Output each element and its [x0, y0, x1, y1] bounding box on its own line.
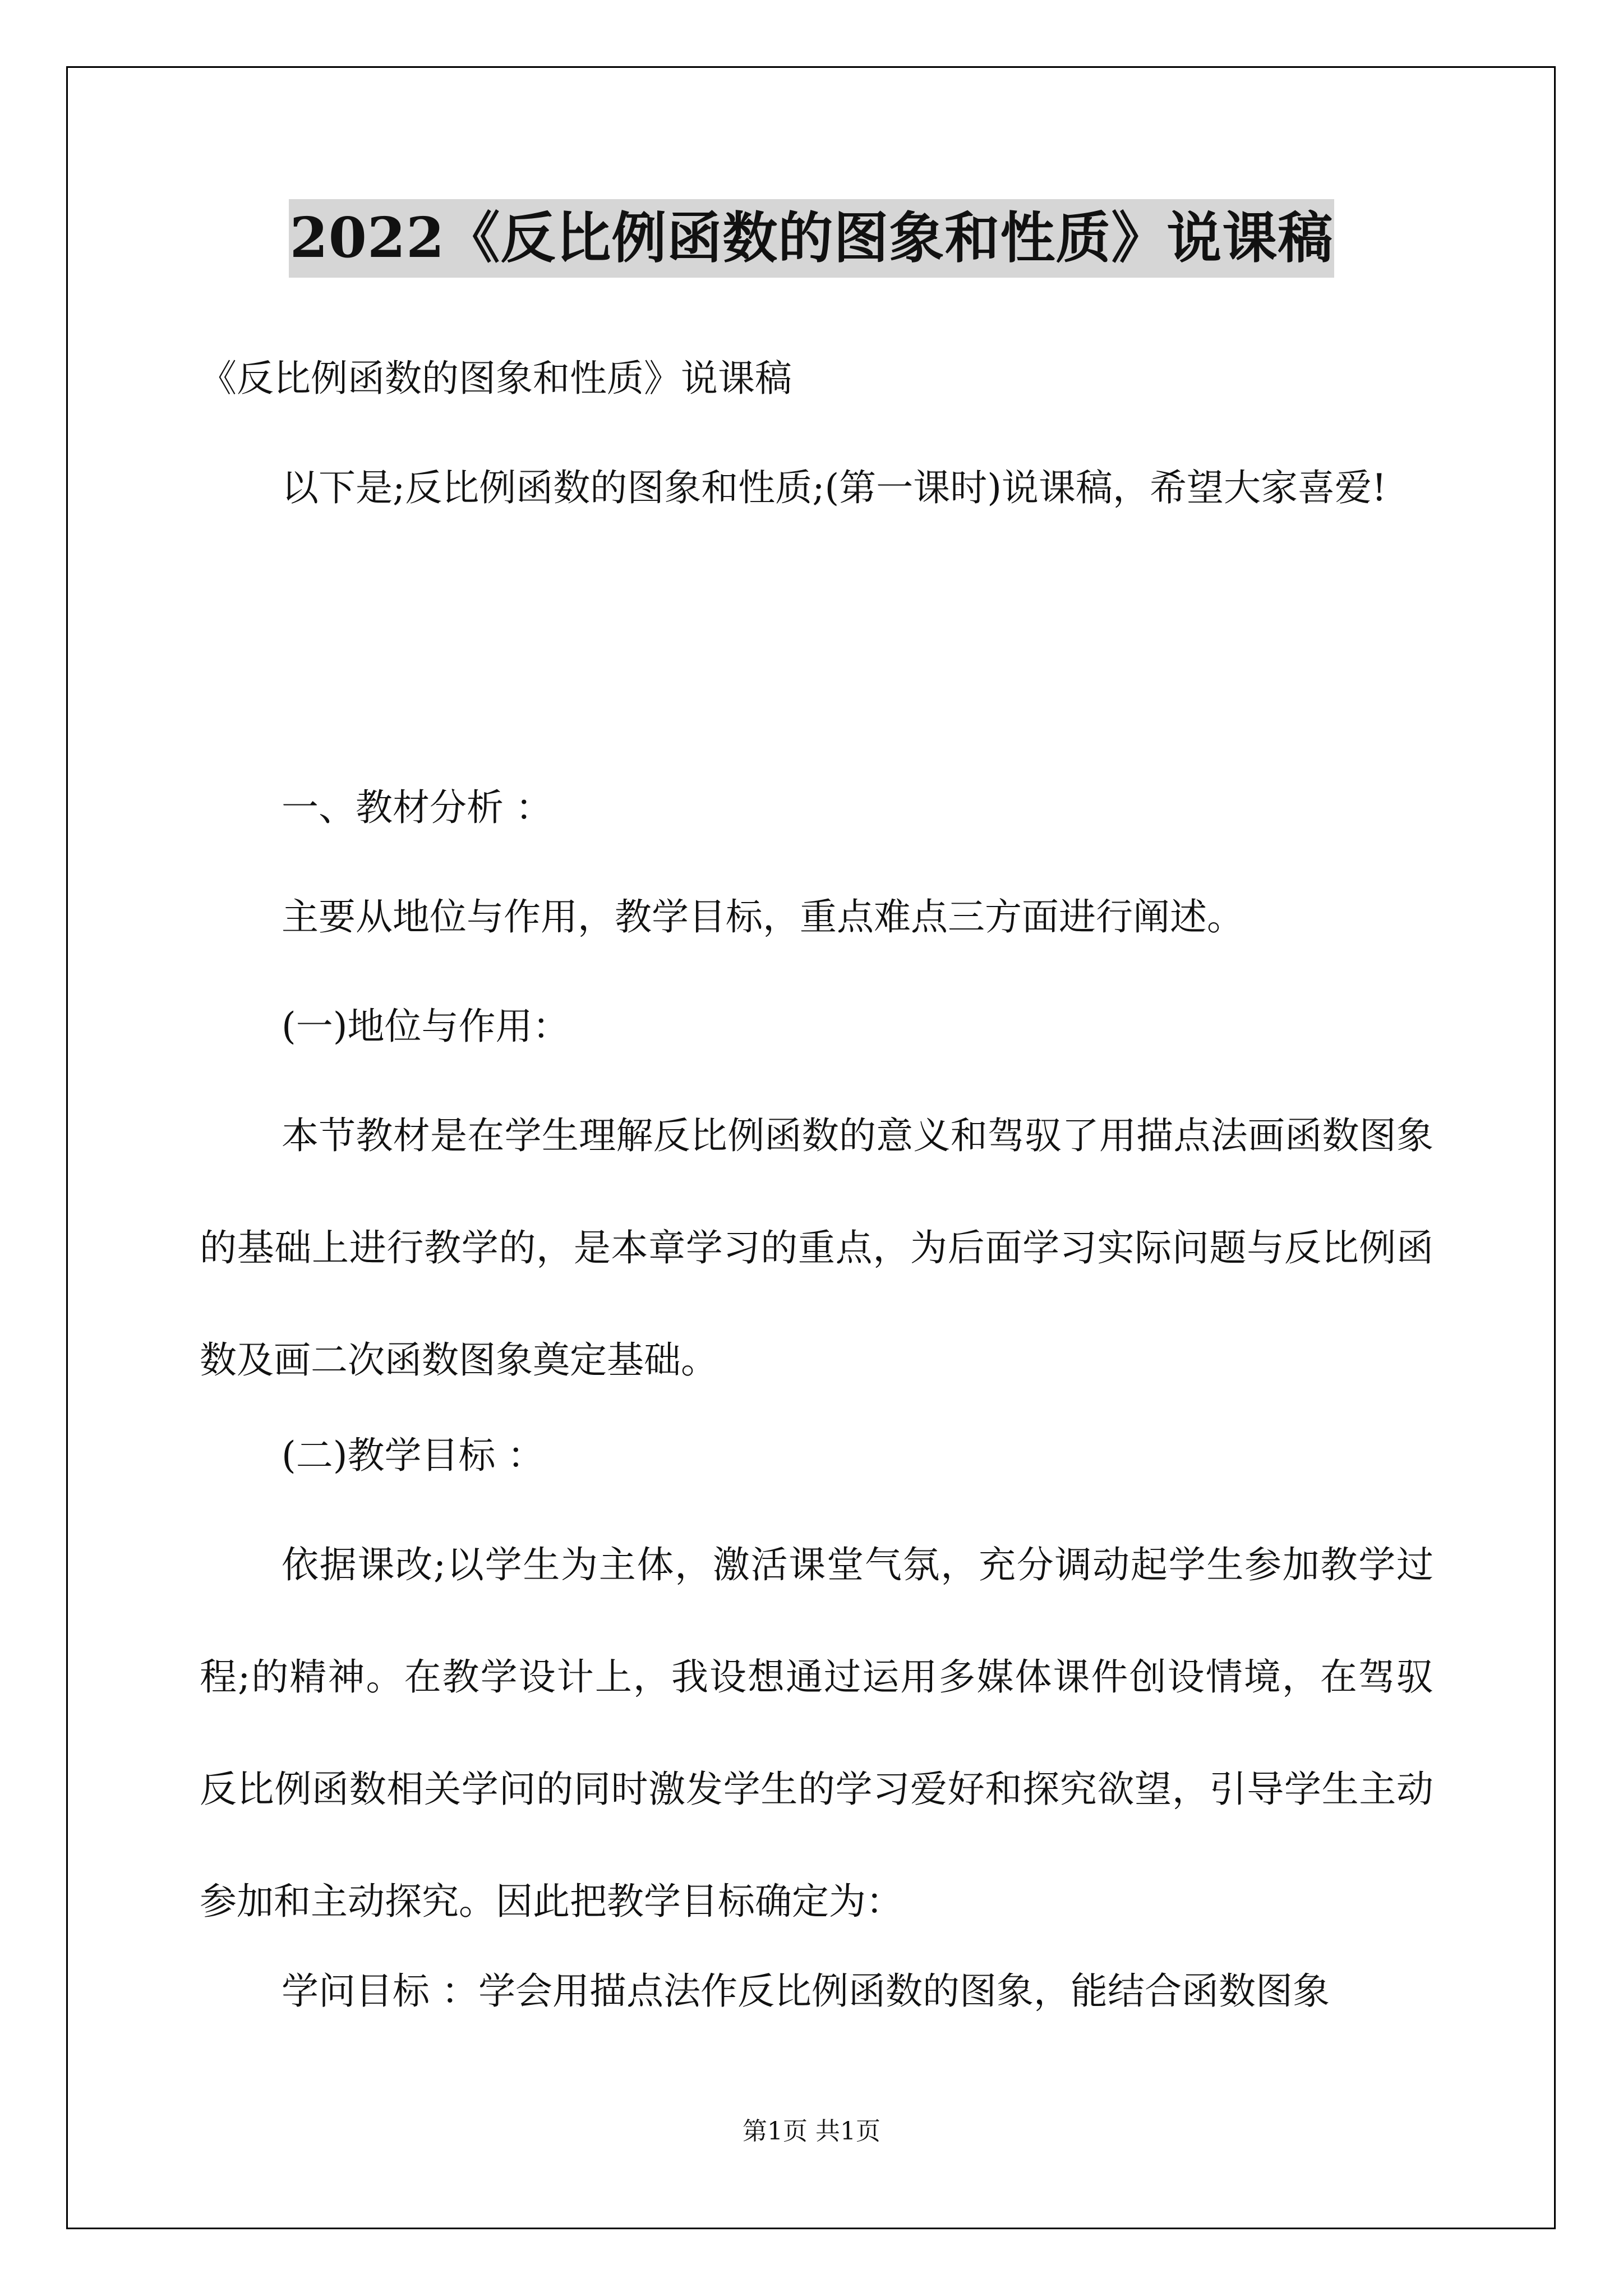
- intro-paragraph: 以下是;反比例函数的图象和性质;(第一课时)说课稿，希望大家喜爱!: [282, 466, 1387, 509]
- knowledge-objective-paragraph: 学问目标 ：学会用描点法作反比例函数的图象，能结合函数图象: [282, 1970, 1330, 2013]
- section-heading-material-analysis: 一、教材分析 ：: [282, 786, 552, 829]
- objectives-paragraph: 依据课改;以学生为主体，激活课堂气氛，充分调动起学生参加教学过程;的精神。在教学设计上，我设想通过运用多媒体课件创设情境，在驾驭反比例函数相关学问的同时激发学生的学习爱好和探究欲望，引导学生主动参加和主动探究。因此把教学目标确定为：: [200, 1543, 1433, 1923]
- section-summary-paragraph: 主要从地位与作用，教学目标，重点难点三方面进行阐述。: [282, 895, 1244, 938]
- title-container: [0, 199, 1623, 278]
- subsection-heading-position: (一)地位与作用：: [282, 1005, 570, 1048]
- subtitle-paragraph: 《反比例函数的图象和性质》说课稿: [200, 357, 792, 400]
- subsection-heading-objectives: (二)教学目标 ：: [282, 1434, 545, 1477]
- position-paragraph: 本节教材是在学生理解反比例函数的意义和驾驭了用描点法画函数图象的基础上进行教学的，是本章学习的重点，为后面学习实际问题与反比例函数及画二次函数图象奠定基础。: [200, 1114, 1433, 1382]
- page-footer: 第1页 共1页: [743, 2117, 880, 2146]
- document-title: 2022《反比例函数的图象和性质》说课稿: [289, 199, 1335, 278]
